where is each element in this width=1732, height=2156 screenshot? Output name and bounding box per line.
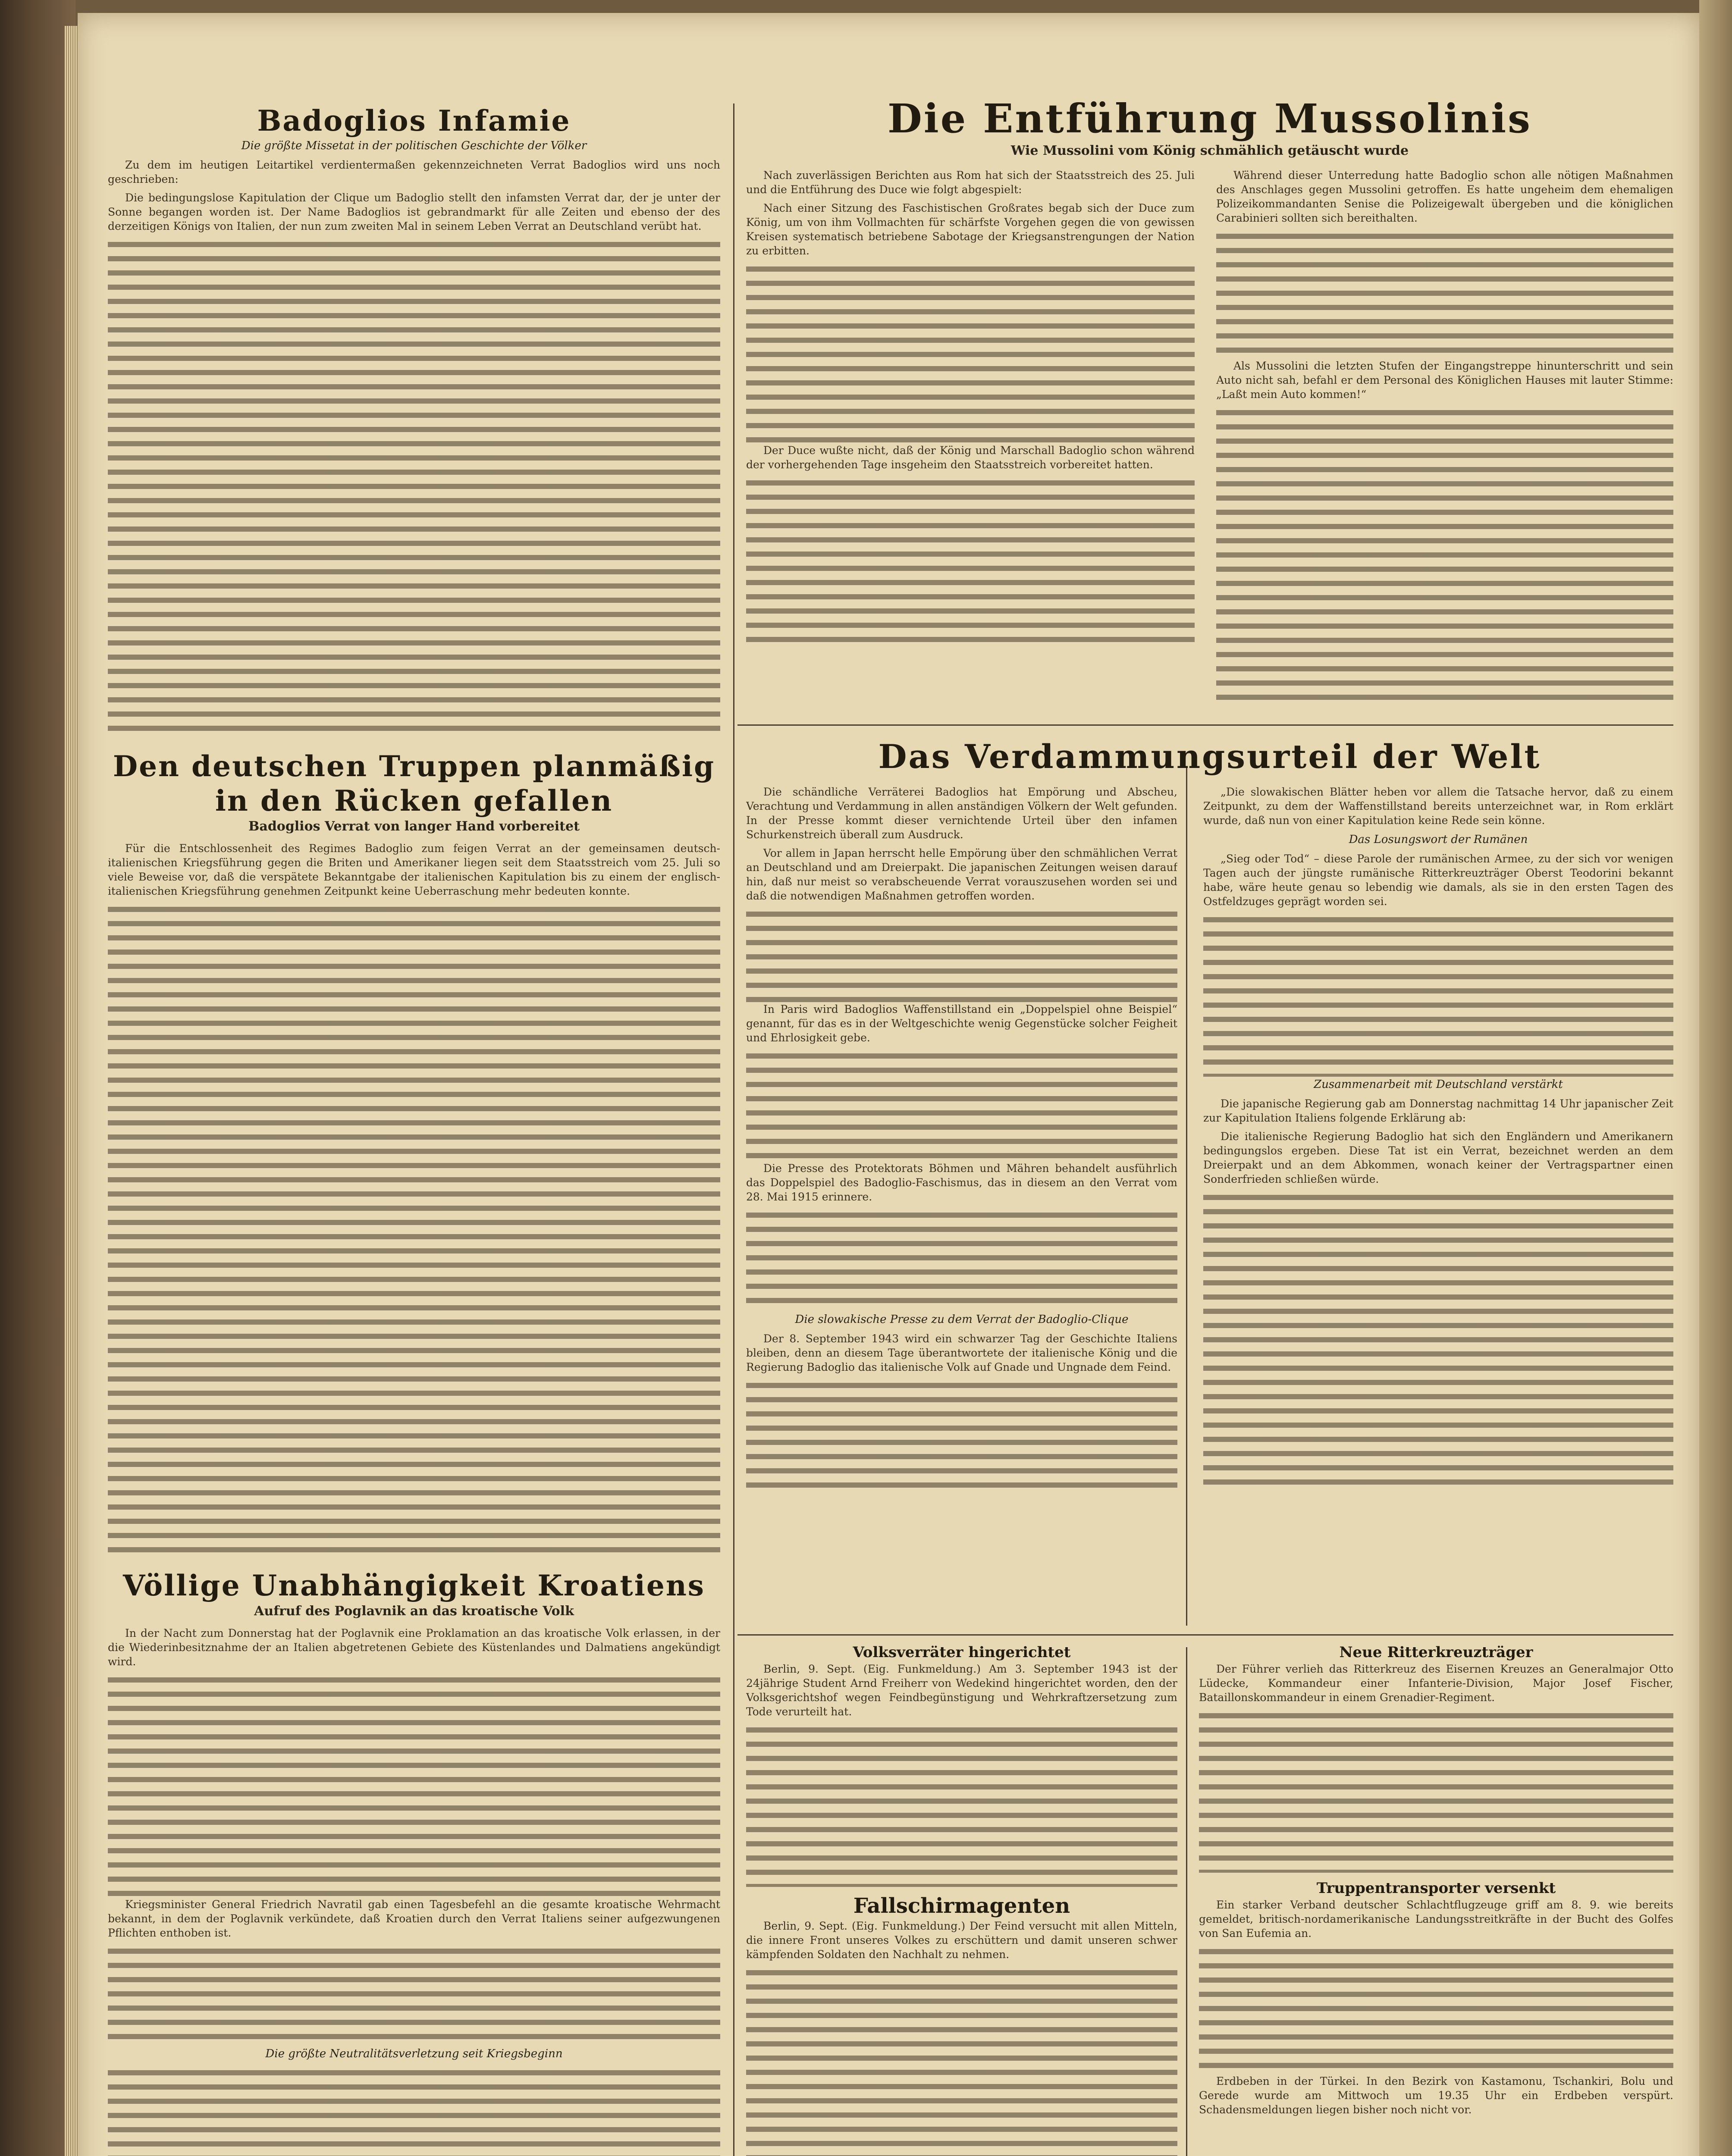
- subheadline: Badoglios Verrat von langer Hand vorbereitet: [248, 819, 580, 834]
- article-text-block: [108, 903, 720, 1558]
- article-paragraph: Für die Entschlossenheit des Regimes Badoglio zum feigen Verrat an der gemeinsamen deutsch-italienischen Kriegsführung gegen die Briten und Amerikaner liegen seit dem Staatsstreich vom 25. Juli so viele Beweise vor, daß die verspätete Bekanntgabe der italienischen Kapitulation bis zu einem der englisch-italienischen Kriegsführung genehmen Zeitpunkt keine Ueberraschung mehr bedeuten konnte.: [108, 842, 720, 897]
- page-stack: [65, 26, 78, 2156]
- article-paragraph: Der Führer verlieh das Ritterkreuz des Eisernen Kreuzes an Generalmajor Otto Lüdecke, Kommandeur einer Infanterie-Division, Major Josef Fischer, Bataillonskommandeur in einem Grenadier-Regiment.: [1199, 1663, 1673, 1704]
- top-article: [746, 95, 1673, 720]
- mid-article: [746, 733, 1673, 1626]
- article-paragraph: Berlin, 9. Sept. (Eig. Funkmeldung.) Der Feind versucht mit allen Mitteln, die innere Front unseres Volkes zu erschüttern und damit unseren schwer kämpfenden Soldaten den Nachhalt zu nehmen.: [746, 1920, 1177, 1961]
- section-rule: [737, 724, 1673, 726]
- column: [1216, 168, 1673, 720]
- article-text-block: [746, 1208, 1177, 1312]
- article-paragraph: Der 8. September 1943 wird ein schwarzer Tag der Geschichte Italiens bleiben, denn an diesem Tage überantwortete der italienische König und die Regierung Badoglio das italienische Volk auf Gnade und Ungnade dem Feind.: [746, 1332, 1177, 1373]
- article-text-block: [108, 1673, 720, 1897]
- article-paragraph: Die schändliche Verräterei Badoglios hat Empörung und Abscheu, Verachtung und Verdammung in allen anständigen Völkern der Welt gefunden. In der Presse kommt dieser vernichtende Urteil über den infamen Schurkenstreich überall zum Ausdruck.: [746, 786, 1177, 841]
- article-paragraph: Als Mussolini die letzten Stufen der Eingangstreppe hinunterschritt und sein Auto nicht sah, befahl er dem Personal des Königlichen Hauses mit lauter Stimme: „Laßt mein Auto kommen!“: [1216, 360, 1673, 401]
- subheadline: Wie Mussolini vom König schmählich getäuscht wurde: [1010, 143, 1409, 158]
- article-paragraph: „Die slowakischen Blätter heben vor allem die Tatsache hervor, daß zu einem Zeitpunkt, zu dem der Waffenstillstand bereits unterzeichnet war, in Rom erklärt wurde, daß nun von einer Kapitulation keine Rede sein könne.: [1203, 786, 1673, 827]
- subheadline: Zusammenarbeit mit Deutschland verstärkt: [1314, 1078, 1563, 1091]
- article-text-block: [108, 238, 720, 733]
- article-paragraph: In der Nacht zum Donnerstag hat der Poglavnik eine Proklamation an das kroatische Volk erlassen, in der die Wiederinbesitznahme der an Italien abgetretenen Gebiete des Küstenlandes und Dalmatiens angekündigt wird.: [108, 1627, 720, 1668]
- article-paragraph: Die Presse des Protektorats Böhmen und Mähren behandelt ausführlich das Doppelspiel des Badoglio-Faschismus, das in diesem an den Verrat vom 28. Mai 1915 erinnere.: [746, 1162, 1177, 1203]
- article-text-block: [746, 907, 1177, 1002]
- bottom-mid-column: [746, 1643, 1177, 2156]
- page-edge: [1699, 0, 1732, 2156]
- article-paragraph: Vor allem in Japan herrscht helle Empörung über den schmählichen Verrat an Deutschland und am Dreierpakt. Die japanischen Zeitungen weisen darauf hin, daß nur meist so verabscheuende Verrat vorauszusehen worden sei und daß die notwendigen Maßnahmen getroffen worden.: [746, 847, 1177, 902]
- bottom-right-column: [1199, 1643, 1673, 2156]
- subheadline: Das Losungswort der Rumänen: [1349, 833, 1528, 846]
- article-paragraph: „Sieg oder Tod“ – diese Parole der rumänischen Armee, zu der sich vor wenigen Tagen auch der jüngste rumänische Ritterkreuzträger Oberst Teodorini bekannt habe, wäre heute genau so lebendig wie damals, als sie in den ersten Tagen des Ostfeldzuges geprägt worden sei.: [1203, 852, 1673, 908]
- article-paragraph: Berlin, 9. Sept. (Eig. Funkmeldung.) Am 3. September 1943 ist der 24jährige Student Arnd Freiherr von Wedekind hingerichtet worden, den der Volksgerichtshof wegen Feindbegünstigung und Wehrkraftzersetzung zum Tode verurteilt hat.: [746, 1663, 1177, 1718]
- article-text-block: [1203, 913, 1673, 1077]
- article-paragraph: Kriegsminister General Friedrich Navratil gab einen Tagesbefehl an die gesamte kroatische Wehrmacht bekannt, in dem der Poglavnik verkündete, daß Kroatien durch den Verrat Italiens seiner aufgezwungenen Pflichten enthoben ist.: [108, 1898, 720, 1939]
- article-paragraph: Während dieser Unterredung hatte Badoglio schon alle nötigen Maßnahmen des Anschlages gegen Mussolini getroffen. Es hatte ungeheim dem ehemaligen Polizeikommandanten Senise die Polizeigewalt übergeben und die königlichen Carabinieri sollten sich bereithalten.: [1216, 169, 1673, 224]
- headline-truppentransporter: Truppentransporter versenkt: [1316, 1880, 1556, 1897]
- column-rule: [733, 103, 734, 2156]
- section-rule: [737, 1634, 1673, 1636]
- column: [746, 168, 1195, 720]
- column: [746, 785, 1177, 1626]
- article-text-block: [1216, 406, 1673, 708]
- article-text-block: [746, 476, 1195, 649]
- article-text-block: [746, 1049, 1177, 1161]
- article-paragraph: Nach einer Sitzung des Faschistischen Großrates begab sich der Duce zum König, um von ihm Vollmachten für schärfste Vorgehen gegen die von gewissen Kreisen systematisch betriebene Sabotage der Kriegsanstrengungen der Nation zu erbitten.: [746, 202, 1195, 257]
- article-text-block: [746, 262, 1195, 443]
- article-text-block: [746, 1379, 1177, 1491]
- article-text-block: [1199, 1945, 1673, 2074]
- article-paragraph: Erdbeben in der Türkei. In den Bezirk von Kastamonu, Tschankiri, Bolu und Gerede wurde am Mittwoch um 19.35 Uhr ein Erdbeben verspürt. Schadensmeldungen liegen bisher noch nicht vor.: [1199, 2075, 1673, 2116]
- headline-volksverraeter: Volksverräter hingerichtet: [853, 1644, 1071, 1661]
- left-column: [108, 103, 720, 2156]
- subheadline: Aufruf des Poglavnik an das kroatische Volk: [254, 1604, 574, 1619]
- article-paragraph: Der Duce wußte nicht, daß der König und Marschall Badoglio schon während der vorhergehenden Tage insgeheim den Staatsstreich vorbereitet hatten.: [746, 444, 1195, 471]
- subheadline: Die größte Missetat in der politischen Geschichte der Völker: [241, 139, 587, 152]
- column-rule: [1186, 1647, 1187, 2156]
- subheadline: Die slowakische Presse zu dem Verrat der Badoglio-Clique: [795, 1313, 1129, 1326]
- article-paragraph: Nach zuverlässigen Berichten aus Rom hat sich der Staatsstreich des 25. Juli und die Entführung des Duce wie folgt abgespielt:: [746, 169, 1195, 196]
- headline-kroatien: Völlige Unabhängigkeit Kroatiens: [123, 1569, 705, 1602]
- book-binding: [0, 0, 75, 2156]
- headline-fallschirmagenten: Fallschirmagenten: [853, 1894, 1070, 1918]
- article-text-block: [108, 1944, 720, 2039]
- article-text-block: [1203, 1191, 1673, 1492]
- column: [1203, 785, 1673, 1626]
- article-text-block: [108, 2066, 720, 2156]
- article-paragraph: In Paris wird Badoglios Waffenstillstand ein „Doppelspiel ohne Beispiel“ genannt, für das es in der Weltgeschichte wenig Gegenstücke solcher Feigheit und Ehrlosigkeit gebe.: [746, 1003, 1177, 1044]
- headline-verdammungsurteil: Das Verdammungsurteil der Welt: [878, 737, 1541, 776]
- headline-infamie: Badoglios Infamie: [257, 104, 571, 138]
- article-paragraph: Die japanische Regierung gab am Donnerstag nachmittag 14 Uhr japanischer Zeit zur Kapitulation Italiens folgende Erklärung ab:: [1203, 1097, 1673, 1124]
- headline-truppen: Den deutschen Truppen planmäßig in den Rücken gefallen: [113, 749, 715, 818]
- article-text-block: [1216, 229, 1673, 359]
- article-text-block: [746, 1966, 1177, 2156]
- subheadline: Die größte Neutralitätsverletzung seit Kriegsbeginn: [265, 2047, 563, 2060]
- article-paragraph: Zu dem im heutigen Leitartikel verdientermaßen gekennzeichneten Verrat Badoglios wird uns noch geschrieben:: [108, 159, 720, 185]
- article-paragraph: Die bedingungslose Kapitulation der Clique um Badoglio stellt den infamsten Verrat dar, der je unter der Sonne begangen worden ist. Der Name Badoglios ist gebrandmarkt für alle Zeiten und ebenso der des derzeitigen Königs von Italien, der nun zum zweiten Mal in seinem Leben Verrat an Deutschland verübt hat.: [108, 191, 720, 232]
- headline-entfuehrung: Die Entführung Mussolinis: [888, 95, 1532, 142]
- article-text-block: [746, 1723, 1177, 1887]
- headline-ritterkreuztraeger: Neue Ritterkreuzträger: [1339, 1644, 1533, 1661]
- article-text-block: [1199, 1709, 1673, 1873]
- article-paragraph: Ein starker Verband deutscher Schlachtflugzeuge griff am 8. 9. wie bereits gemeldet, britisch-nordamerikanische Landungsstreitkräfte in der Bucht des Golfes von San Eufemia an.: [1199, 1899, 1673, 1940]
- article-paragraph: Die italienische Regierung Badoglio hat sich den Engländern und Amerikanern bedingungslos ergeben. Diese Tat ist ein Verrat, bezeichnet werden an dem Dreierpakt und an dem Abkommen, wonach keiner der Vertragspartner einen Sonderfrieden schließen würde.: [1203, 1130, 1673, 1185]
